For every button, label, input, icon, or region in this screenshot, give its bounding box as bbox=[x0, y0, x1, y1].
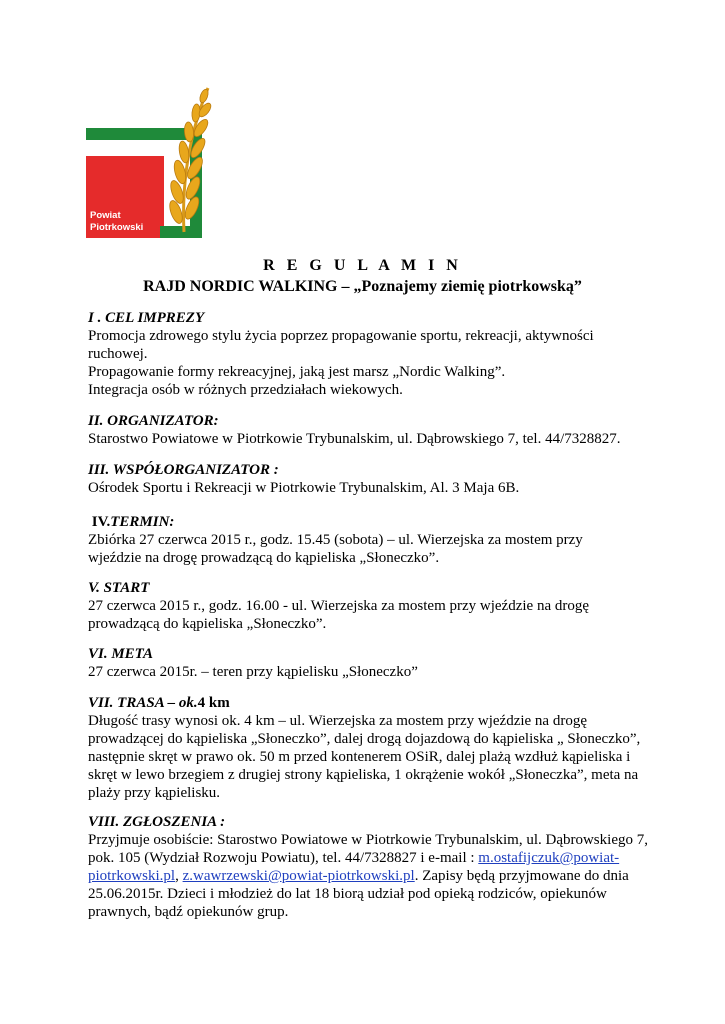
logo-text-line1: Powiat bbox=[90, 210, 121, 221]
powiat-logo bbox=[86, 82, 216, 238]
paragraph-line: następnie skręt w prawo ok. 50 m przed kontenerem OSiR, dalej plażą wzdłuż kąpieliska i bbox=[88, 749, 631, 765]
logo-text-line2: Piotrkowski bbox=[90, 222, 144, 233]
section-heading: III. WSPÓŁORGANIZATOR : bbox=[88, 462, 279, 478]
text: , bbox=[175, 868, 183, 884]
paragraph: Ośrodek Sportu i Rekreacji w Piotrkowie Trybunalskim, Al. 3 Maja 6B. bbox=[88, 480, 520, 496]
section-heading bbox=[88, 513, 648, 531]
paragraph: wjeździe na drogę prowadzącą do kąpieliska „Słoneczko”. bbox=[88, 550, 440, 566]
section-start bbox=[88, 579, 648, 633]
paragraph-line bbox=[88, 867, 658, 885]
section-distance: 4 km bbox=[197, 695, 230, 711]
paragraph: Starostwo Powiatowe w Piotrkowie Trybunalskim, ul. Dąbrowskiego 7, tel. 44/7328827. bbox=[88, 431, 621, 447]
paragraph: Promocja zdrowego stylu życia poprzez propagowanie sportu, rekreacji, aktywności bbox=[88, 328, 594, 344]
paragraph: 27 czerwca 2015 r., godz. 16.00 - ul. Wierzejska za mostem przy wjeździe na drogę bbox=[88, 598, 590, 614]
paragraph-line bbox=[88, 849, 658, 867]
text: pok. 105 (Wydział Rozwoju Powiatu), tel. 44/7328827 i e-mail : bbox=[88, 850, 479, 866]
section-zgloszenia bbox=[88, 813, 658, 921]
section-heading bbox=[88, 694, 658, 712]
paragraph-line: prowadzącej do kąpieliska „Słoneczko”, dalej drogą dojazdową do kąpieliska „ Słoneczko”, bbox=[88, 731, 641, 747]
section-termin bbox=[88, 513, 648, 567]
text: . Zapisy będą przyjmowane do dnia bbox=[414, 868, 629, 884]
document-title: R E G U L A M I N bbox=[263, 257, 462, 274]
section-organizator bbox=[88, 412, 648, 448]
paragraph-line: Przyjmuje osobiście: Starostwo Powiatowe w Piotrkowie Trybunalskim, ul. Dąbrowskiego 7, bbox=[88, 832, 648, 848]
section-heading: VI. META bbox=[88, 646, 154, 662]
section-title: TERMIN: bbox=[110, 514, 175, 530]
paragraph: Zbiórka 27 czerwca 2015 r., godz. 15.45 (sobota) – ul. Wierzejska za mostem przy bbox=[88, 532, 583, 548]
section-wspolorganizator bbox=[88, 461, 648, 497]
paragraph-line: Długość trasy wynosi ok. 4 km – ul. Wierzejska za mostem przy wjeździe na drogę bbox=[88, 713, 587, 729]
wheat-logo-icon bbox=[86, 82, 216, 238]
section-cel-imprezy bbox=[88, 309, 648, 399]
section-heading: II. ORGANIZATOR: bbox=[88, 413, 219, 429]
paragraph-line: skręt w lewo brzegiem z drugiej strony kąpieliska, 1 okrążenie wokół „Słoneczka”, meta na bbox=[88, 767, 639, 783]
section-heading: VIII. ZGŁOSZENIA : bbox=[88, 814, 226, 830]
paragraph: prowadzącą do kąpieliska „Słoneczko”. bbox=[88, 616, 327, 632]
paragraph: Integracja osób w różnych przedziałach wiekowych. bbox=[88, 382, 403, 398]
email-link-wawrzewski[interactable]: z.wawrzewski@powiat-piotrkowski.pl bbox=[182, 868, 415, 884]
email-link-ostafijczuk[interactable]: m.ostafijczuk@powiat- bbox=[478, 850, 620, 866]
section-number: IV. bbox=[88, 514, 111, 530]
paragraph-line: plaży przy kąpielisku. bbox=[88, 785, 221, 801]
email-link-ostafijczuk-cont[interactable]: piotrkowski.pl bbox=[88, 868, 176, 884]
paragraph-line: 25.06.2015r. Dzieci i młodzież do lat 18 biorą udział pod opieką rodziców, opiekunów bbox=[88, 886, 607, 902]
section-heading: V. START bbox=[88, 580, 150, 596]
paragraph-line: prawnych, bądź opiekunów grup. bbox=[88, 904, 289, 920]
paragraph: ruchowej. bbox=[88, 346, 148, 362]
section-trasa bbox=[88, 694, 658, 802]
paragraph: Propagowanie formy rekreacyjnej, jaką jest marsz „Nordic Walking”. bbox=[88, 364, 506, 380]
document-subtitle: RAJD NORDIC WALKING – „Poznajemy ziemię piotrkowską” bbox=[143, 278, 582, 295]
section-title: VII. TRASA – ok. bbox=[88, 695, 198, 711]
section-heading: I . CEL IMPREZY bbox=[88, 310, 205, 326]
paragraph: 27 czerwca 2015r. – teren przy kąpielisku „Słoneczko” bbox=[88, 664, 418, 680]
section-meta bbox=[88, 645, 648, 681]
